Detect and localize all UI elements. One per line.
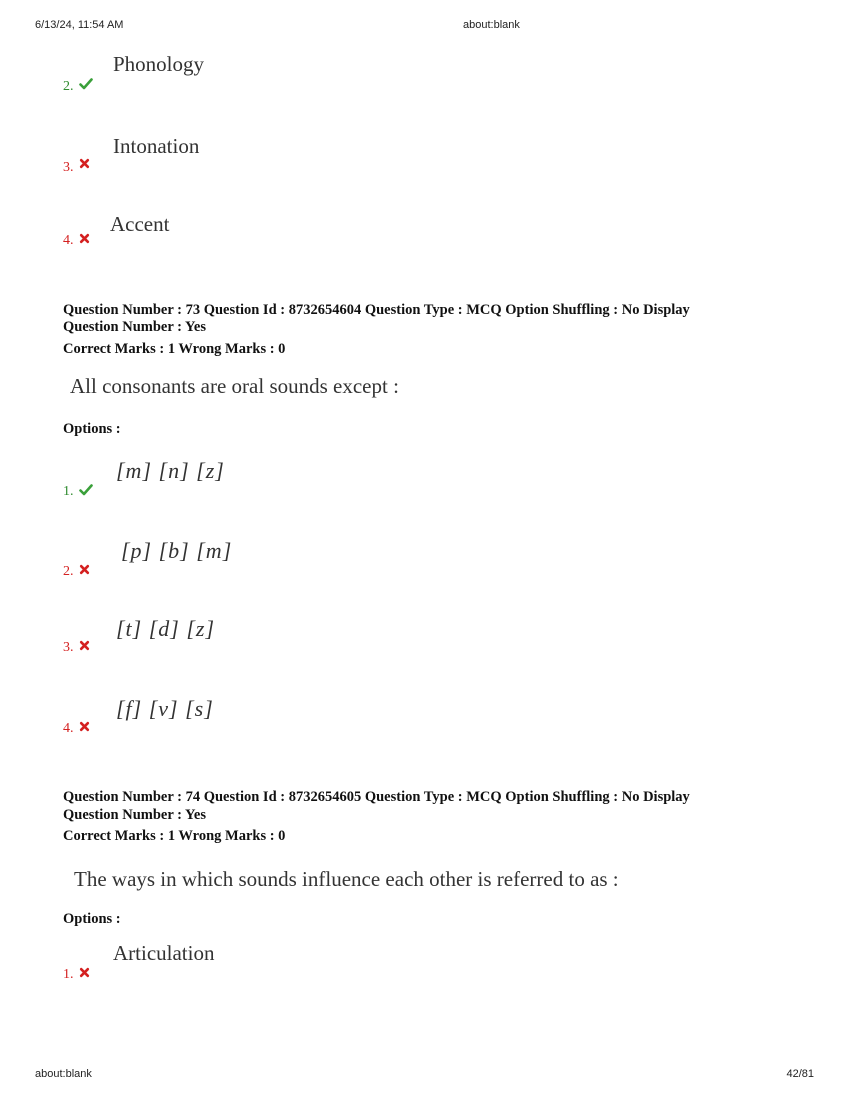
- page-footer: [0, 1068, 850, 1082]
- options-label: Options :: [63, 421, 121, 437]
- option-number: 4.: [63, 721, 74, 736]
- question-text: The ways in which sounds influence each other is referred to as :: [74, 867, 619, 891]
- cross-icon: [79, 564, 90, 575]
- option-text: [f] [v] [s]: [116, 696, 214, 721]
- print-datetime: 6/13/24, 11:54 AM: [35, 19, 124, 31]
- cross-icon: [79, 158, 90, 169]
- option-number: 3.: [63, 160, 74, 175]
- option-number: 3.: [63, 640, 74, 655]
- option-text: Articulation: [113, 941, 215, 965]
- page-title: about:blank: [463, 19, 520, 31]
- option-text: [m] [n] [z]: [116, 458, 225, 483]
- question-meta: Question Number : 74 Question Id : 8732654605 Question Type : MCQ Option Shuffling : No Display: [63, 789, 690, 805]
- cross-icon: [79, 721, 90, 732]
- question-marks: Correct Marks : 1 Wrong Marks : 0: [63, 341, 286, 357]
- page-number: 42/81: [786, 1068, 814, 1080]
- cross-icon: [79, 967, 90, 978]
- option-number: 2.: [63, 564, 74, 579]
- cross-icon: [79, 640, 90, 651]
- option-number: 2.: [63, 79, 74, 94]
- question-marks: Correct Marks : 1 Wrong Marks : 0: [63, 828, 286, 844]
- option-text: Accent: [110, 212, 170, 236]
- question-meta-shuffle: Question Number : Yes: [63, 807, 206, 823]
- question-text: All consonants are oral sounds except :: [70, 374, 399, 398]
- option-number: 1.: [63, 484, 74, 499]
- page-header: [0, 19, 850, 33]
- check-icon: [79, 483, 93, 497]
- option-number: 1.: [63, 967, 74, 982]
- option-text: Intonation: [113, 134, 200, 158]
- option-number: 4.: [63, 233, 74, 248]
- option-text: Phonology: [113, 52, 205, 76]
- question-meta: Question Number : 73 Question Id : 8732654604 Question Type : MCQ Option Shuffling : No Display: [63, 302, 690, 318]
- check-icon: [79, 77, 93, 91]
- cross-icon: [79, 233, 90, 244]
- options-label: Options :: [63, 911, 121, 927]
- option-text: [t] [d] [z]: [116, 616, 216, 641]
- footer-url: about:blank: [35, 1068, 92, 1080]
- option-text: [p] [b] [m]: [121, 538, 233, 563]
- question-meta-shuffle: Question Number : Yes: [63, 319, 206, 335]
